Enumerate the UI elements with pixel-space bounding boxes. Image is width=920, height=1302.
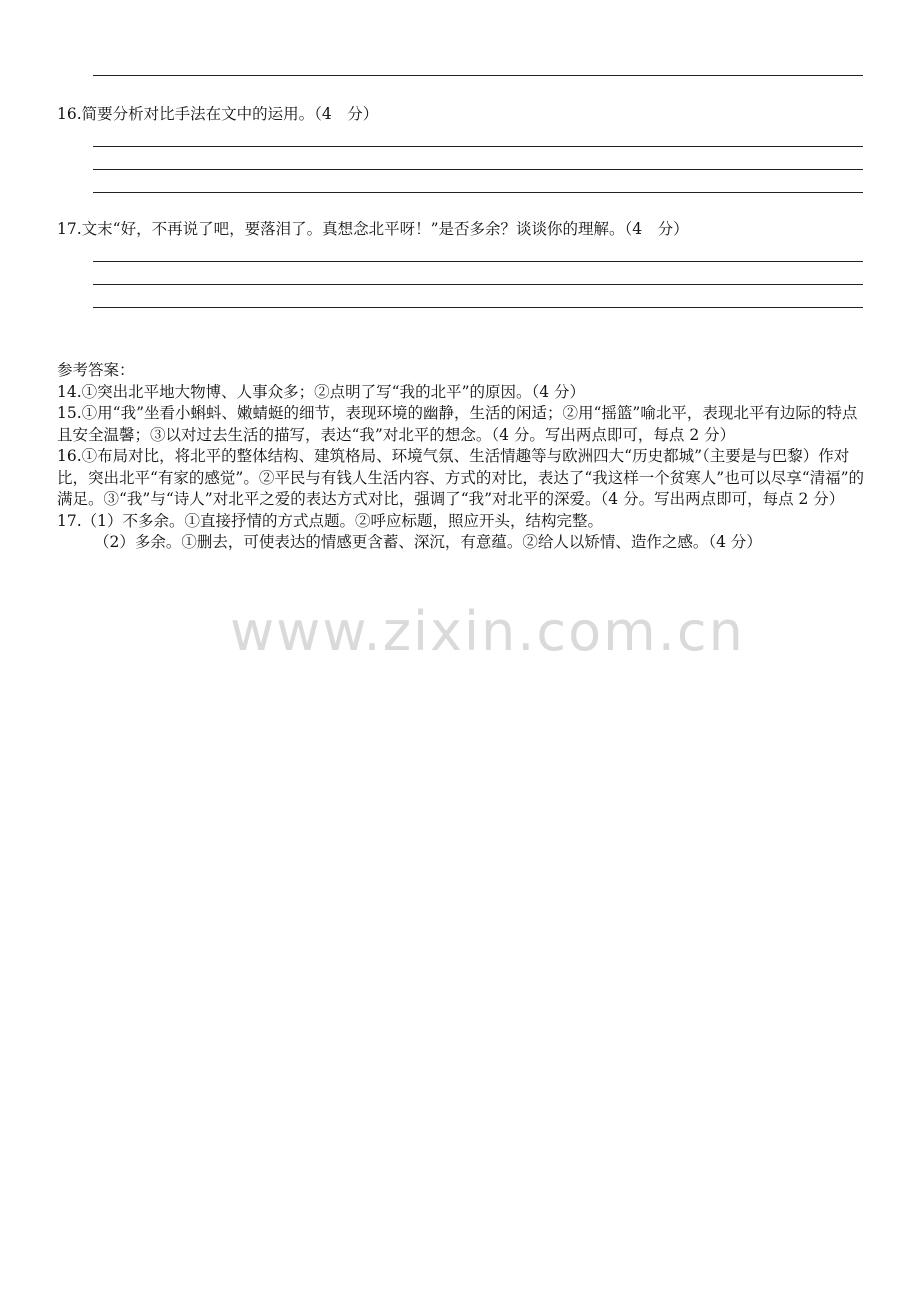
answer-17-part-1: 17.（1）不多余。①直接抒情的方式点题。②呼应标题，照应开头，结构完整。	[57, 511, 604, 530]
answer-16: 16.①布局对比，将北平的整体结构、建筑格局、环境气氛、生活情趣等与欧洲四大“历史都城”（主要是与巴黎）作对比，突出北平“有家的感觉”。②平民与有钱人生活内容、方式的对比，表达了“我这样一个贫寒人”也可以尽享“清福”的满足。③“我”与“诗人”对北平之爱的表达方式对比，强调了“我”对北平的深爱。（4 分。写出两点即可，每点 2 分）	[57, 447, 865, 508]
answer-line-top	[93, 75, 863, 76]
answer-line-17-3	[93, 307, 863, 308]
answer-line-17-2	[93, 284, 863, 285]
answers-heading: 参考答案：	[57, 361, 135, 379]
answer-line-17-1	[93, 261, 863, 262]
answer-line-16-2	[93, 169, 863, 170]
reference-answers	[57, 360, 867, 554]
answer-line-16-1	[93, 146, 863, 147]
watermark: www.zixin.com.cn	[230, 600, 745, 663]
answer-14: 14.①突出北平地大物博、人事众多；②点明了写“我的北平”的原因。（4 分）	[57, 382, 586, 401]
question-16: 16.简要分析对比手法在文中的运用。（4 分）	[57, 105, 379, 123]
answer-15: 15.①用“我”坐看小蝌蚪、嫩蜻蜓的细节，表现环境的幽静，生活的闲适；②用“摇篮”喻北平，表现北平有边际的特点且安全温馨；③以对过去生活的描写，表达“我”对北平的想念。（4 分。写出两点即可，每点 2 分）	[57, 404, 858, 444]
question-17: 17.文末“好，不再说了吧，要落泪了。真想念北平呀！”是否多余？谈谈你的理解。（4 分）	[57, 220, 689, 238]
answer-17-part-2: （2）多余。①删去，可使表达的情感更含蓄、深沉，有意蕴。②给人以矫情、造作之感。（4 分）	[94, 533, 762, 551]
answer-line-16-3	[93, 192, 863, 193]
